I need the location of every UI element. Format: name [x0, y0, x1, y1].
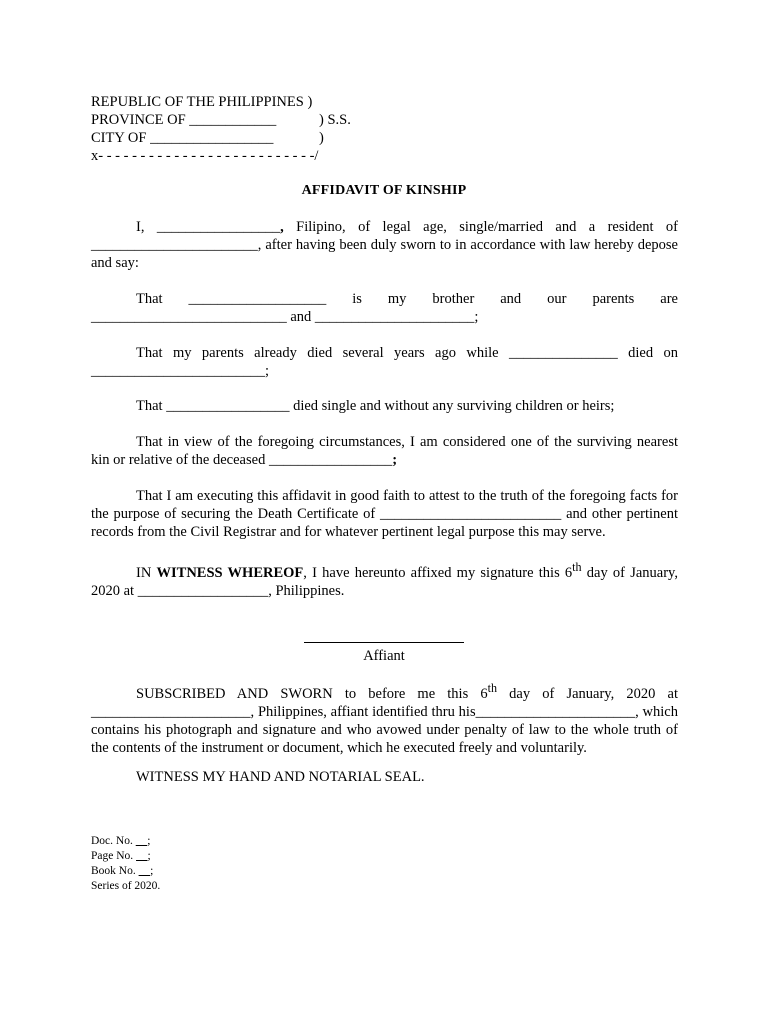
p1-part-c: Filipino, of legal age, single/married and a resident of _______________________, after having been duly sworn to in accordance with law hereby depose and say: — [91, 219, 678, 271]
paragraph-purpose: That I am executing this affidavit in good faith to attest to the truth of the foregoing facts for the purpose of securing the Death Certificate of _________________________ and other pertinent records from the Civil Registrar and for whatever pertinent legal purpose this may serve. — [91, 488, 678, 540]
affiant-signature-block — [304, 630, 464, 665]
p1-part-a: I, _________________ — [136, 219, 281, 235]
page-no-end: ; — [147, 850, 151, 862]
page-no-blank — [136, 850, 148, 862]
page-no-label: Page No. — [91, 850, 137, 862]
p1-comma: , — [280, 219, 284, 235]
venue-header — [91, 93, 351, 165]
paragraph-notarial-seal: WITNESS MY HAND AND NOTARIAL SEAL. — [136, 769, 425, 785]
paragraph-died-single: That _________________ died single and without any surviving children or heirs; — [136, 398, 615, 414]
page-no-line — [91, 849, 160, 864]
signature-line — [304, 642, 464, 643]
p8-part-b: day of January, 2020 at ______________________, Philippines, affiant identified thru his______________________, which contains his photograph and signature and who avowed under penalty of law to the whole truth of the contents of the instrument or document, which he executed freely and voluntarily. — [91, 685, 678, 756]
doc-no-label: Doc. No. — [91, 835, 136, 847]
paragraph-nearest-kin — [91, 433, 678, 469]
doc-no-line — [91, 834, 160, 849]
paragraph-parents-died: That my parents already died several years ago while _______________ died on ________________________; — [91, 345, 678, 379]
header-city — [91, 129, 351, 147]
header-province-label: PROVINCE OF ____________ — [91, 112, 277, 128]
book-no-end: ; — [150, 865, 154, 877]
header-city-paren: ) — [319, 130, 324, 146]
book-no-blank — [139, 865, 154, 877]
p5-semicolon: ; — [392, 452, 398, 468]
p5-part-a: That in view of the foregoing circumstances, I am considered one of the surviving nearest kin or relative of the deceased _________________ — [91, 434, 678, 468]
book-no-line — [91, 864, 160, 879]
p7-part-c: , I have hereunto affixed my signature this 6 — [303, 564, 573, 581]
header-republic: REPUBLIC OF THE PHILIPPINES ) — [91, 94, 313, 110]
header-divider: x- - - - - - - - - - - - - - - - - - - - - - - - - -/ — [91, 148, 319, 164]
header-province — [91, 111, 351, 129]
paragraph-affiant-identity — [91, 218, 678, 272]
paragraph-witness-whereof — [91, 558, 678, 600]
p7-part-d: day of January, 2020 at __________________, Philippines. — [91, 564, 678, 599]
p8-superscript: th — [487, 681, 498, 695]
p7-superscript: th — [572, 560, 582, 574]
header-city-label: CITY OF _________________ — [91, 130, 274, 146]
affiant-label: Affiant — [363, 648, 405, 664]
paragraph-brother: That ___________________ is my brother and our parents are ___________________________ and ______________________; — [91, 291, 678, 325]
p8-part-a: SUBSCRIBED AND SWORN to before me this 6 — [136, 685, 488, 702]
doc-no-blank — [136, 835, 151, 847]
p7-witness-whereof: WITNESS WHEREOF — [156, 564, 304, 581]
doc-no-end: ; — [147, 835, 151, 847]
document-title: AFFIDAVIT OF KINSHIP — [301, 183, 467, 198]
header-ss: ) S.S. — [319, 112, 351, 128]
book-no-label: Book No. — [91, 865, 139, 877]
p7-part-a: IN — [136, 564, 157, 581]
series-line: Series of 2020. — [91, 880, 161, 892]
notarial-register-info — [91, 834, 160, 894]
paragraph-subscribed-sworn — [91, 679, 678, 757]
